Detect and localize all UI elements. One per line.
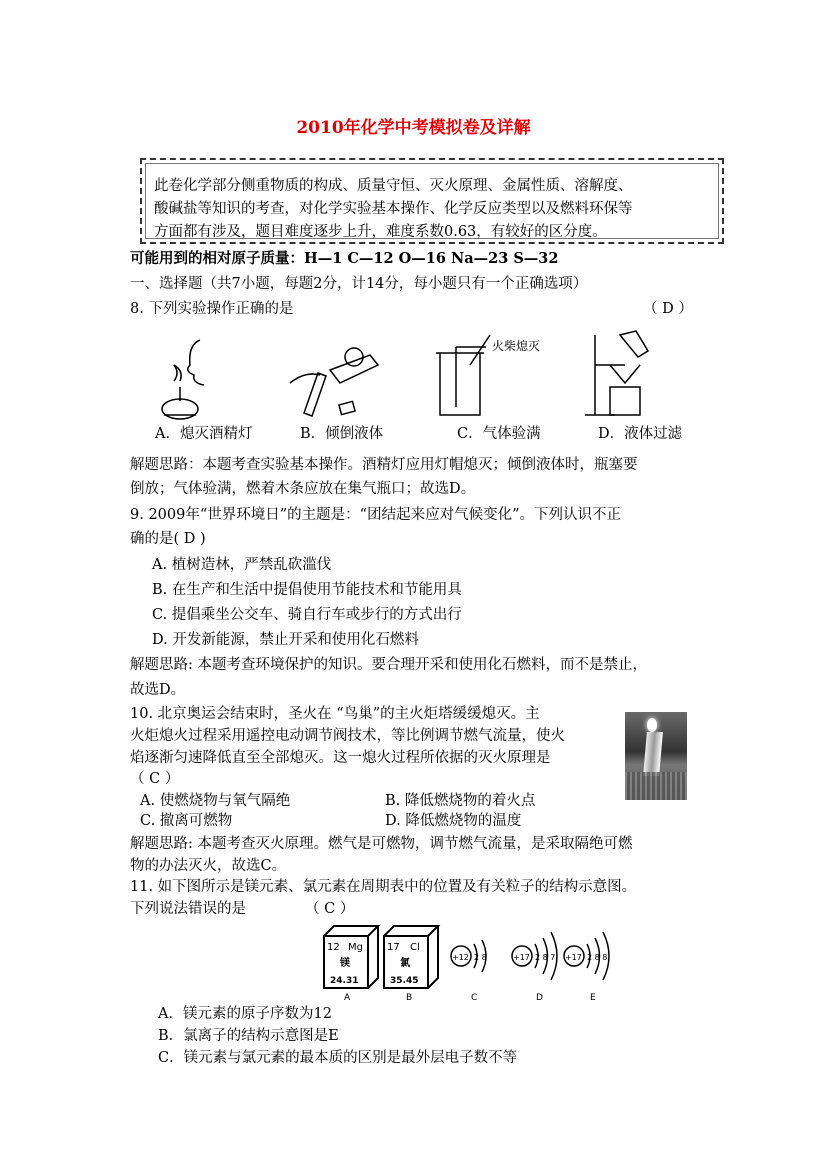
- c-shells: 2 8: [474, 953, 487, 962]
- q9-option: D. 开发新能源，禁止开采和使用化石燃料: [152, 632, 419, 648]
- q10-stem: 火炬熄火过程采用遥控电动调节阀技术，等比例调节燃气流量，使火: [130, 728, 565, 744]
- q10-stem: 焰逐渐匀速降低直至全部熄灭。这一熄火过程所依据的灭火原理是: [130, 750, 551, 766]
- c-nucleus: +12: [452, 953, 469, 962]
- q11-option: B．氯离子的结构示意图是E: [158, 1028, 339, 1044]
- filtration-icon: [585, 331, 648, 415]
- mg-mass: 24.31: [330, 976, 359, 986]
- intro-line: 酸碱盐等知识的考查，对化学实验基本操作、化学反应类型以及燃料环保等: [154, 201, 633, 217]
- cl-mass: 35.45: [390, 976, 419, 986]
- q9-option: A. 植树造林，严禁乱砍滥伐: [152, 557, 332, 573]
- fig-label-c: C: [471, 993, 478, 1003]
- q8-option: A．熄灭酒精灯: [155, 426, 253, 442]
- q9-analysis: 故选D。: [130, 682, 186, 698]
- q10-analysis: 物的办法灭火，故选C。: [130, 858, 287, 874]
- q8-figure: [140, 325, 700, 425]
- q8-analysis: 解题思路：本题考查实验基本操作。酒精灯应用灯帽熄灭；倾倒液体时，瓶塞要: [130, 457, 638, 473]
- q9-stem: 9. 2009年“世界环境日”的主题是：“团结起来应对气候变化”。下列认识不正: [130, 507, 621, 523]
- q10-analysis: 解题思路: 本题考查灭火原理。燃气是可燃物，调节燃气流量，是采取隔绝可燃: [130, 836, 633, 852]
- q10-stem: 10. 北京奥运会结束时，圣火在 “鸟巢”的主火炬塔缓缓熄灭。主: [130, 706, 540, 722]
- q9-analysis: 解题思路: 本题考查环境保护的知识。要合理开采和使用化石燃料，而不是禁止，: [130, 657, 647, 673]
- fig-label-a: A: [344, 993, 351, 1003]
- q8-option: D．液体过滤: [598, 426, 683, 442]
- gas-check-icon: [436, 335, 490, 415]
- fig-label-e: E: [590, 993, 596, 1003]
- q11-stem: 11. 如下图所示是镁元素、氯元素在周期表中的位置及有关粒子的结构示意图。: [130, 879, 637, 895]
- q9-option: B. 在生产和生活中提倡使用节能技术和节能用具: [152, 582, 462, 598]
- blowing-lamp-icon: [162, 340, 204, 419]
- mg-name: 镁: [340, 958, 350, 969]
- cl-number: 17: [387, 942, 400, 953]
- q10-option: B. 降低燃烧物的着火点: [385, 793, 536, 809]
- section-heading: 一、选择题（共7小题，每题2分，计14分，每小题只有一个正确选项）: [130, 276, 588, 292]
- torch-photo: [625, 712, 687, 800]
- fig-label-b: B: [406, 993, 413, 1003]
- d-nucleus: +17: [513, 953, 530, 962]
- q8-fig-label: 火柴熄灭: [492, 339, 541, 353]
- q11-figure: [318, 920, 628, 1004]
- cl-symbol: Cl: [410, 942, 420, 953]
- mg-number: 12: [327, 942, 340, 953]
- intro-line: 方面都有涉及，题目难度逐步上升，难度系数0.63，有较好的区分度。: [154, 224, 607, 240]
- q10-option: A. 使燃烧物与氧气隔绝: [140, 793, 291, 809]
- q8-stem: 8. 下列实验操作正确的是: [130, 301, 294, 317]
- pouring-liquid-icon: [290, 348, 378, 416]
- q11-stem: 下列说法错误的是: [130, 901, 246, 917]
- cl-name: 氯: [400, 958, 410, 969]
- q10-stem: （ C ）: [130, 771, 180, 787]
- q11-answer: （ C ）: [305, 901, 355, 917]
- atomic-masses: 可能用到的相对原子质量：H—1 C—12 O—16 Na—23 S—32: [130, 250, 559, 267]
- intro-line: 此卷化学部分侧重物质的构成、质量守恒、灭火原理、金属性质、溶解度、: [154, 178, 633, 194]
- e-nucleus: +17: [565, 953, 582, 962]
- q9-stem: 确的是( D ): [130, 531, 206, 547]
- q8-option: C．气体验满: [457, 426, 541, 442]
- q8-analysis: 倒放；气体验满，燃着木条应放在集气瓶口；故选D。: [130, 481, 476, 497]
- fig-label-d: D: [536, 993, 543, 1003]
- intro-box: [140, 158, 724, 244]
- q11-option: C．镁元素与氯元素的最本质的区别是最外层电子数不等: [158, 1050, 518, 1066]
- q9-option: C. 提倡乘坐公交车、骑自行车或步行的方式出行: [152, 607, 462, 623]
- q10-option: D. 降低燃烧物的温度: [385, 813, 522, 829]
- q8-option: B．倾倒液体: [300, 426, 384, 442]
- mg-symbol: Mg: [348, 942, 363, 953]
- q8-answer: （ D ）: [643, 301, 693, 317]
- q11-option: A．镁元素的原子序数为12: [158, 1006, 332, 1022]
- page-title: 2010年化学中考模拟卷及详解: [296, 118, 531, 138]
- q10-option: C. 撤离可燃物: [140, 813, 233, 829]
- d-shells: 2 8 7: [535, 953, 556, 962]
- e-shells: 2 8 8: [587, 953, 608, 962]
